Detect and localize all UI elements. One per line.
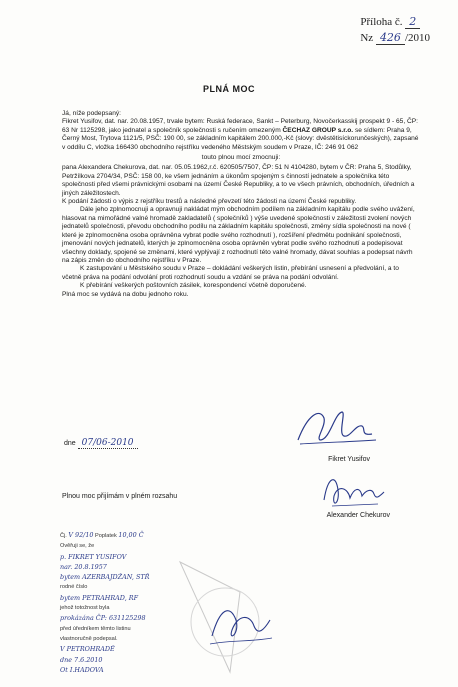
mail-paragraph: K přebírání veškerých poštovních zásilek, korespondencí včetně doporučené. <box>80 282 307 290</box>
stamp-line: bytem PETRAHRAD, RF <box>60 593 139 602</box>
court-paragraph: K zastupování u Městského soudu v Praze – dokládání veškerých listin, přebírání usnesení a předvolání, a to včetně práva na podání odvolání proti rozhodnutí soudu a vzdání se práva na podání odvolání. <box>62 265 399 281</box>
signature-yusifov <box>290 404 380 450</box>
attachment-line <box>360 14 430 30</box>
stamp-line: nar. 20.8.1957 <box>60 562 107 571</box>
stamp-line: bytem AZERBAJDŽAN, STŘ <box>60 573 150 582</box>
signature-chekurov <box>318 470 388 514</box>
stamp-line: Čj. V 92/10 Poplatek 10,00 Č <box>60 531 144 539</box>
date-line <box>64 438 138 448</box>
date-value: 07/06-2010 <box>78 438 138 449</box>
company-name: ČECHAZ GROUP s.r.o. <box>282 126 354 134</box>
agent-name: Alexander Chekurov <box>326 512 390 519</box>
document-body <box>62 110 420 299</box>
agent-paragraph: pana Alexandera Chekurova, dat. nar. 05.05.1962,r.č. 620505/7507, ČP: 51 N 4104280, bytem v ČR: Praha 5, Stodůlky, Petržílkova 2704/34, PSČ: 158 00, ke všem jednáním a úkonům spojeným s činností jednatele a společníka této společnosti před všemi právnickými osobami na území České Republiky, a to ve všech právních, obchodních, úředních a jiných záležitostech. <box>62 164 415 197</box>
acceptance-line: Plnou moc přijímám v plném rozsahu <box>62 493 178 500</box>
stamp-line: dne 7.6.2010 <box>60 655 103 664</box>
signature-row <box>62 410 420 470</box>
notary-signature <box>200 590 280 660</box>
nz-number: 426 <box>376 31 405 45</box>
share-paragraph: Dále jeho zplnomocnuji a opravnuji nakládat mým obchodním podílem na základním kapitálu podle svého uvážení, hlasovat na mimořádné valné hromadě zakladatelů ( společníků ) výše uvedené společnosti v záležitosti zvolení nových jednatelů společnosti, převodu obchodního podílu na základním kapitálu společnosti, změny sídla společnosti na nové ( které je zplnomocněna osoba oprávněna vybrat podle svého rozhodnutí ), rozšíření předmětu podnikání společnosti, jmenování nových jednatelů, kterých je zplnomocněna osoba oprávněn vybrat podle svého rozhodnutí a podepisovat všechny doklady, spojené se změnami, které vyplývají z rozhodnutí této valné hromady, dávat souhlas a podepsat návrh na zápis změn do obchodního rejstříku v Praze. <box>62 206 415 264</box>
attachment-number: 2 <box>405 15 420 29</box>
date-label: dne <box>64 440 76 447</box>
authorization-line: touto plnou mocí zmocnuji: <box>201 154 281 162</box>
attachment-header <box>360 14 430 46</box>
stamp-line: jehož totožnost byla <box>60 605 110 612</box>
stamp-line: před úředníkem těmto listinu <box>60 625 131 632</box>
intro-line: Já, níže podepsaný: <box>62 110 122 117</box>
validity-line: Plná moc se vydává na dobu jednoho roku. <box>62 290 189 298</box>
criminal-record-paragraph: K podání žádosti o výpis z rejstříku trestů a následné převzetí této žádosti na území České republiky. <box>62 198 357 206</box>
stamp-line: V PETROHRADĚ <box>60 645 115 654</box>
nz-year: /2010 <box>404 32 430 44</box>
stamp-line: vlastnoručně podepsal. <box>60 635 118 642</box>
stamp-line: rodné číslo <box>60 584 88 591</box>
principal-name: Fikret Yusifov <box>328 456 370 463</box>
nz-label: Nz <box>360 32 374 44</box>
document-title: PLNÁ MOC <box>203 84 255 94</box>
principal-paragraph: Fikret Yusifov, dat. nar. 20.08.1957, trvale bytem: Ruská federace, Sankt – Peterburg, Novočerkasskij prospekt 9 - 65, ČP: 63 Nr 1125298, jako jednatel a společník společnosti s ručením omezeným ČECHAZ GROUP s.r.o. se sídlem: Praha 9, Černý Most, Trytova 1121/5, PSČ: 190 00, se základním kapitálem 200.000,-Kč (slovy: dvěstětisíckorunčeských), zapsané v oddílu C, vložka 166430 obchodního rejstříku vedeného Městským soudem v Praze, IČ: 246 91 062 <box>62 118 419 151</box>
stamp-line: Ověřuji se, že <box>60 543 95 550</box>
attachment-label: Příloha č. <box>360 16 403 28</box>
stamp-line: Ot I.HADOVA <box>60 665 104 674</box>
stamp-line: p. FIKRET YUSIFOV <box>60 552 127 561</box>
stamp-line: prokázána ČP: 631125298 <box>60 614 146 623</box>
nz-line <box>360 30 430 46</box>
